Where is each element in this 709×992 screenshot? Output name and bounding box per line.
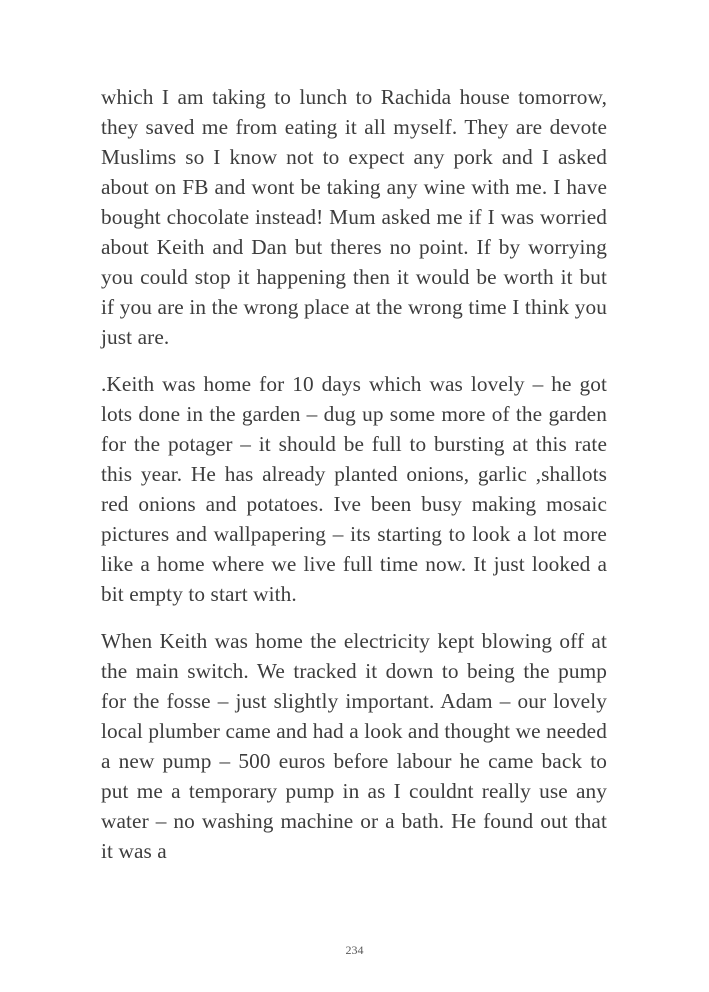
paragraph: When Keith was home the electricity kept blowing off at the main switch. We tracked it down to being the pump for the fosse – just slightly important. Adam – our lovely local plumber came and had a look and thought we needed a new pump – 500 euros before labour he came back to put me a temporary pump in as I couldnt really use any water – no washing machine or a bath. He found out that it was a: [101, 629, 607, 863]
paragraph: which I am taking to lunch to Rachida house tomorrow, they saved me from eating it all myself. They are devote Muslims so I know not to expect any pork and I asked about on FB and wont be taking any wine with me. I have bought chocolate instead! Mum asked me if I was worried about Keith and Dan but theres no point. If by worrying you could stop it happening then it would be worth it but if you are in the wrong place at the wrong time I think you just are.: [101, 85, 607, 349]
page-body: [101, 82, 607, 883]
paragraph: .Keith was home for 10 days which was lovely – he got lots done in the garden – dug up some more of the garden for the potager – it should be full to bursting at this rate this year. He has already planted onions, garlic ,shallots red onions and potatoes. Ive been busy making mosaic pictures and wallpapering – its starting to look a lot more like a home where we live full time now. It just looked a bit empty to start with.: [101, 372, 607, 606]
page-number: 234: [345, 943, 364, 957]
